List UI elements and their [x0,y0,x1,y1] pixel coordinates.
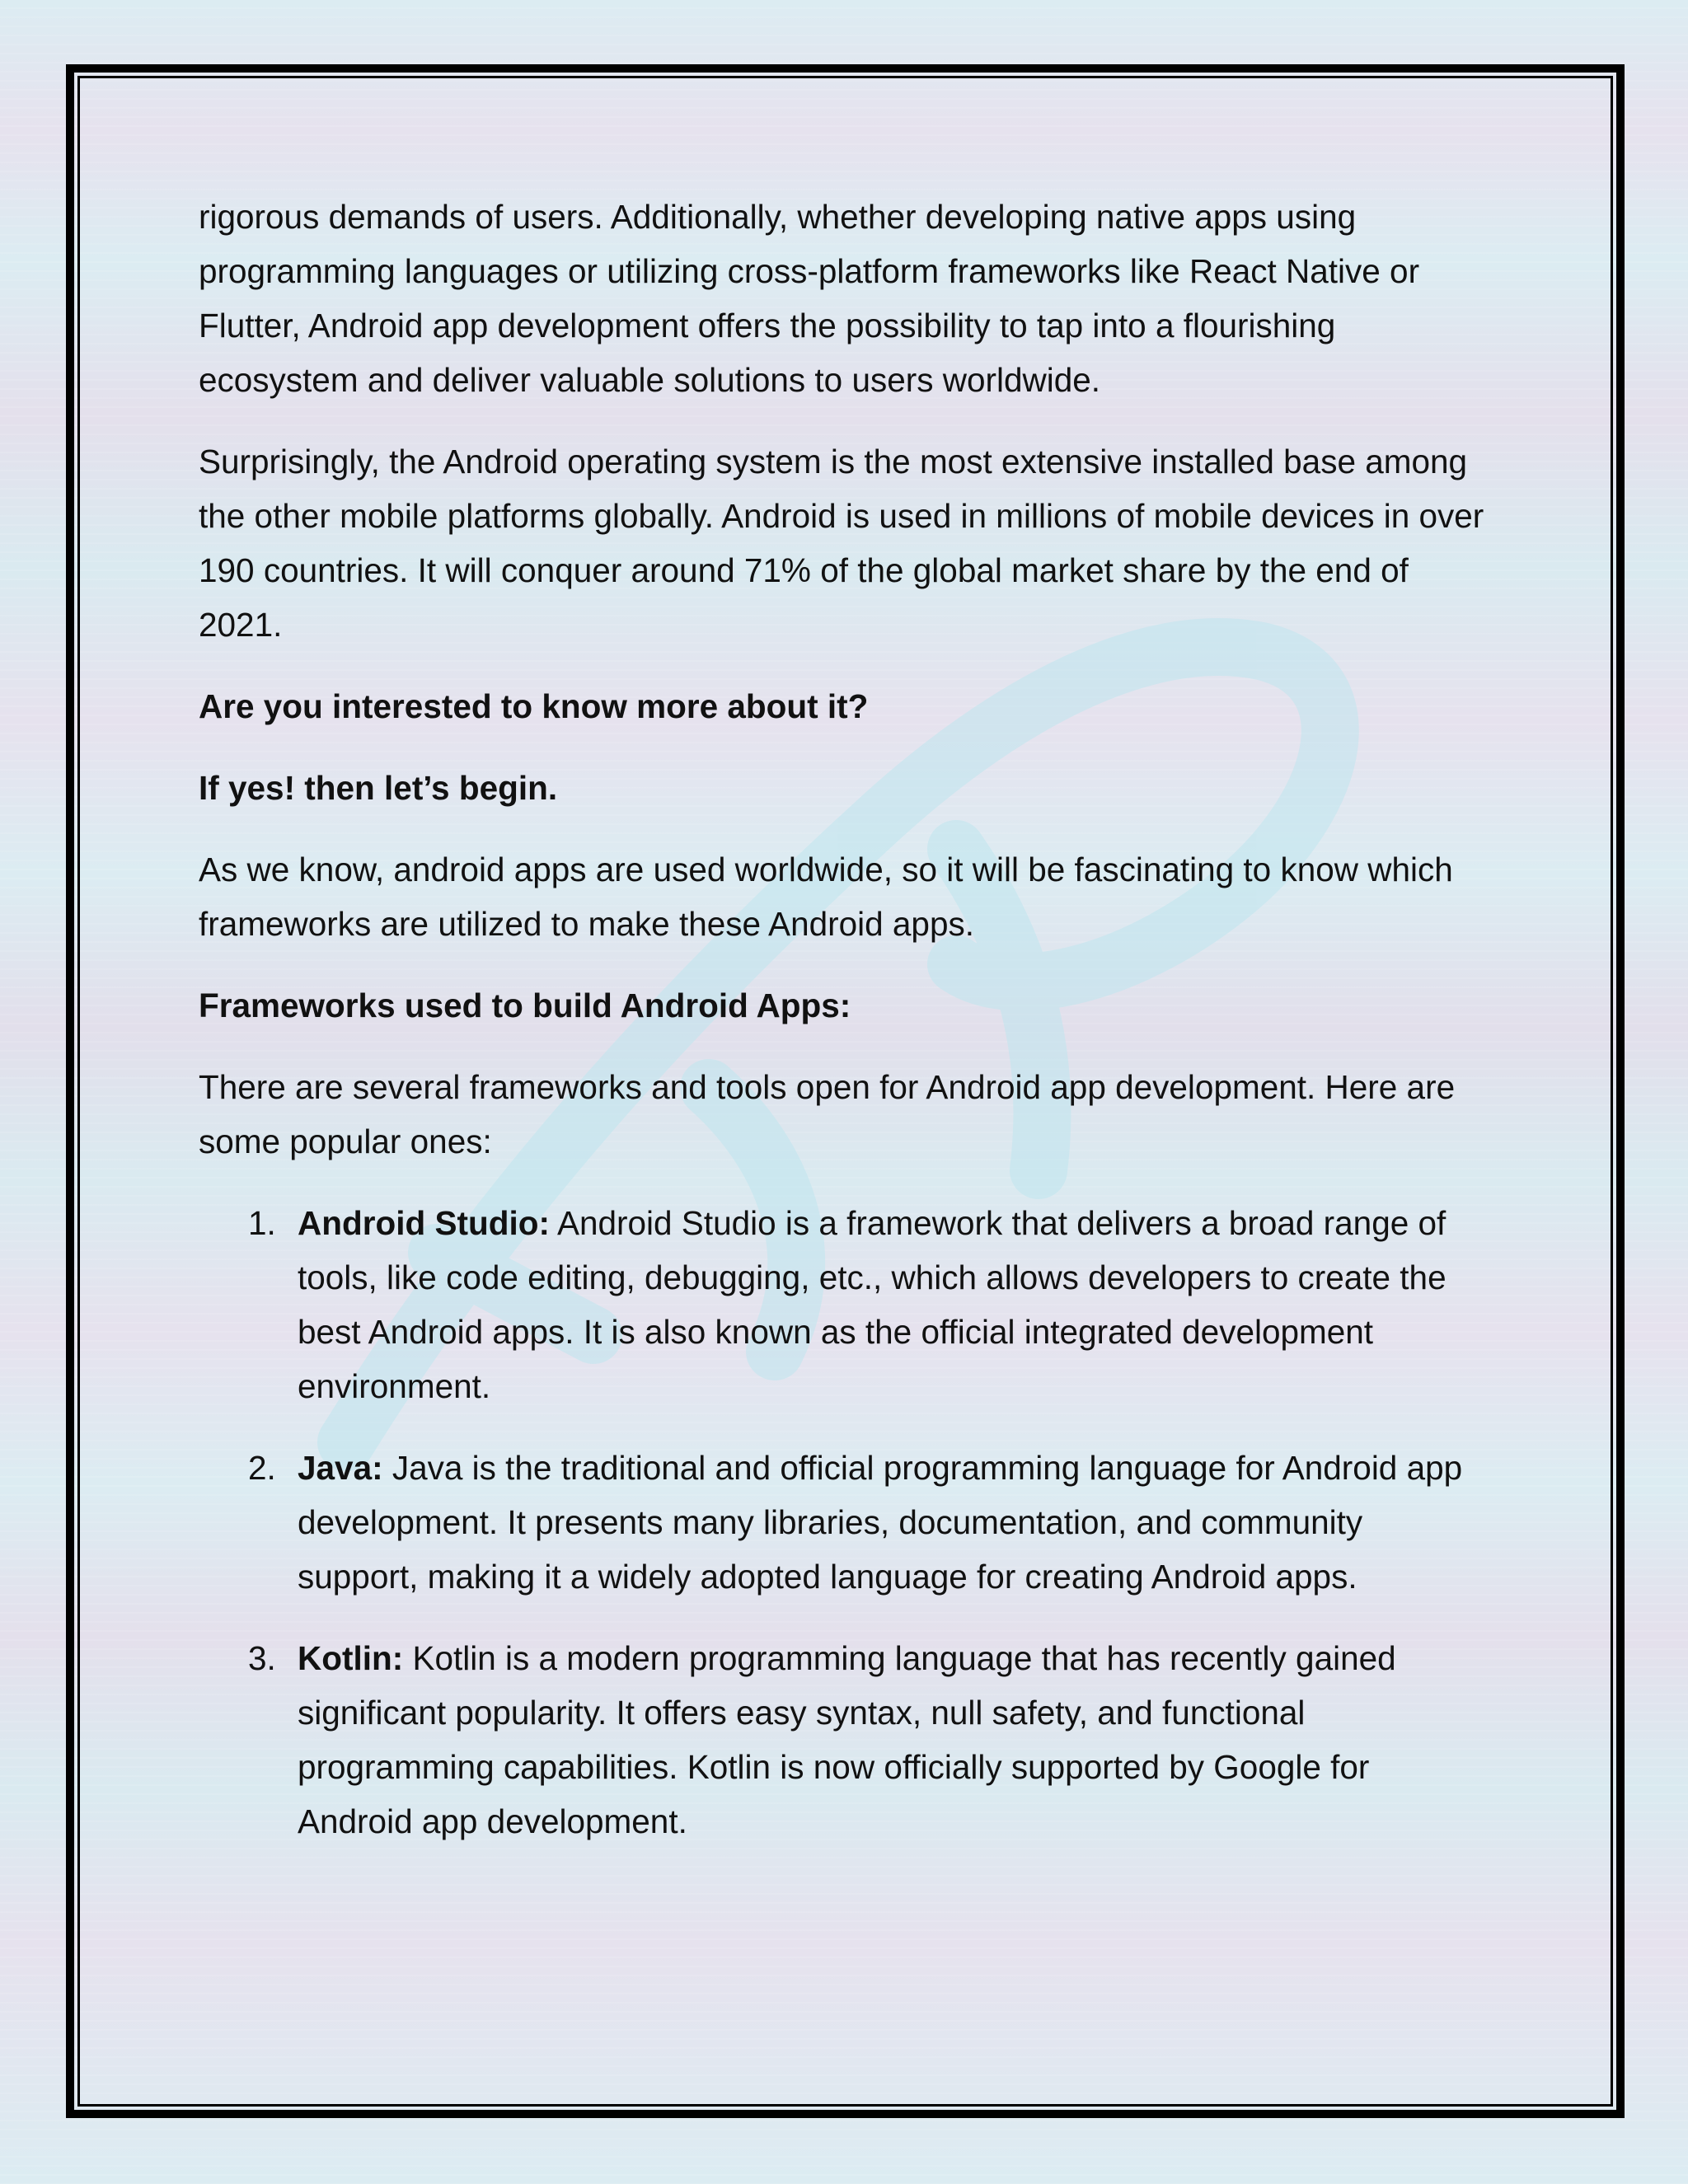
paragraph-market-share: Surprisingly, the Android operating system is the most extensive installed base among the other mobile platforms globally. Android is used in millions of mobile devices in over 190 countries. It will conquer around 71% of the global market share by the end of 2021. [199,443,1484,644]
list-item-number: 3. [248,1639,276,1677]
document-body [199,190,1484,1876]
frameworks-list [199,1196,1484,1849]
paragraph-intro: As we know, android apps are used worldwide, so it will be fascinating to know which frameworks are utilized to make these Android apps. [199,851,1453,943]
list-item-term: Android Studio: [298,1204,550,1242]
list-item-kotlin [199,1631,1484,1849]
paragraph-section-intro: There are several frameworks and tools open for Android app development. Here are some popular ones: [199,1068,1456,1160]
question-heading: Are you interested to know more about it? [199,687,869,725]
paragraph-continuation: rigorous demands of users. Additionally, whether developing native apps using programming languages or utilizing cross-platform frameworks like React Native or Flutter, Android app development offers the possibility to tap into a flourishing ecosystem and deliver valuable solutions to users worldwide. [199,198,1420,399]
list-item-description: Android Studio is a framework that delivers a broad range of tools, like code editing, debugging, etc., which allows developers to create the best Android apps. It is also known as the official integrated development environment. [298,1204,1447,1405]
list-item-term: Java: [298,1449,383,1487]
list-item-description: Java is the traditional and official programming language for Android app development. It presents many libraries, documentation, and community support, making it a widely adopted language for creating Android apps. [298,1449,1463,1596]
list-item-java [199,1441,1484,1604]
section-heading: Frameworks used to build Android Apps: [199,987,851,1024]
answer-heading: If yes! then let’s begin. [199,769,558,807]
list-item-number: 2. [248,1449,276,1487]
list-item-description: Kotlin is a modern programming language that has recently gained significant popularity. It offers easy syntax, null safety, and functional programming capabilities. Kotlin is now officially supported by Google for Android app development. [298,1639,1396,1840]
list-item-android-studio [199,1196,1484,1413]
list-item-number: 1. [248,1204,276,1242]
list-item-term: Kotlin: [298,1639,404,1677]
